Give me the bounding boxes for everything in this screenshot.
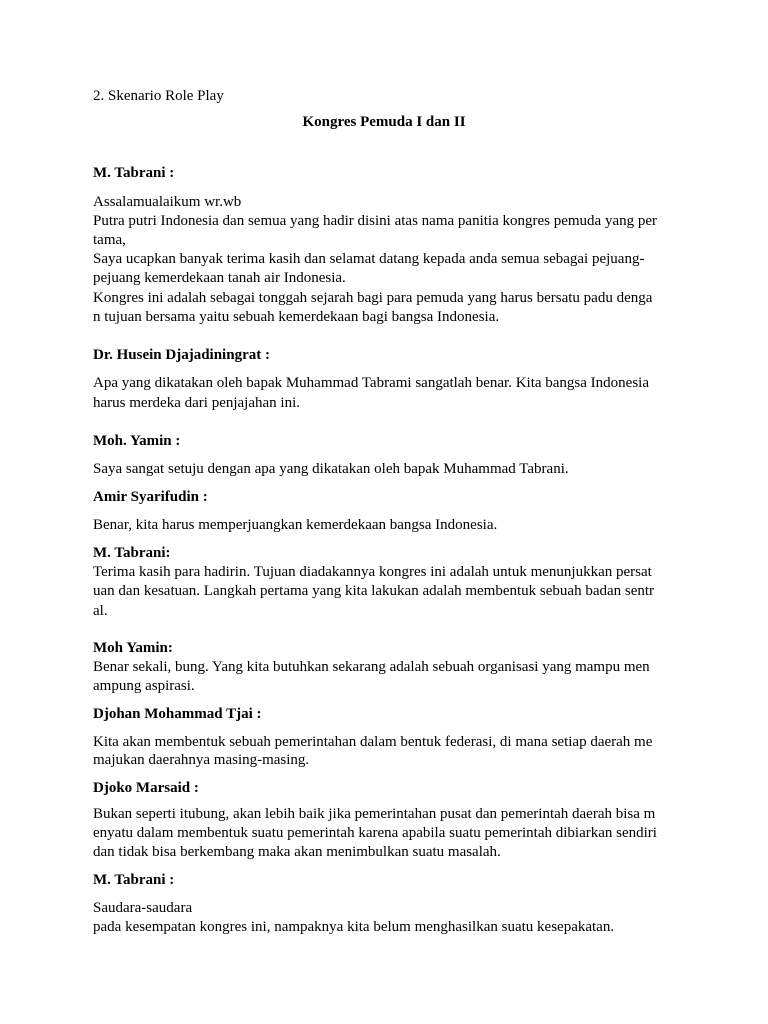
dialogue-line: al. <box>93 603 108 619</box>
dialogue-line: Kita akan membentuk sebuah pemerintahan dalam bentuk federasi, di mana setiap daerah me <box>93 734 653 750</box>
dialogue-line: Saya sangat setuju dengan apa yang dikatakan oleh bapak Muhammad Tabrani. <box>93 461 569 477</box>
speaker-name: M. Tabrani : <box>93 872 175 888</box>
speaker-name: Dr. Husein Djajadiningrat : <box>93 347 270 363</box>
dialogue-line: tama, <box>93 232 126 248</box>
speaker-name: Moh. Yamin : <box>93 433 181 449</box>
dialogue-line: n tujuan bersama yaitu sebuah kemerdekaan bagi bangsa Indonesia. <box>93 309 500 325</box>
dialogue-line: Saudara-saudara <box>93 900 193 916</box>
dialogue-line: Apa yang dikatakan oleh bapak Muhammad Tabrami sangatlah benar. Kita bangsa Indonesia <box>93 375 649 391</box>
speaker-name: M. Tabrani : <box>93 165 175 181</box>
dialogue-line: dan tidak bisa berkembang maka akan menimbulkan suatu masalah. <box>93 844 501 860</box>
dialogue-line: Terima kasih para hadirin. Tujuan diadakannya kongres ini adalah untuk menunjukkan persat <box>93 564 652 580</box>
dialogue-line: pejuang kemerdekaan tanah air Indonesia. <box>93 270 346 286</box>
speaker-name: M. Tabrani: <box>93 545 171 561</box>
dialogue-line: Saya ucapkan banyak terima kasih dan selamat datang kepada anda semua sebagai pejuang- <box>93 251 645 267</box>
dialogue-line: Putra putri Indonesia dan semua yang hadir disini atas nama panitia kongres pemuda yang per <box>93 213 658 229</box>
speaker-name: Djoko Marsaid : <box>93 780 199 796</box>
dialogue-line: harus merdeka dari penjajahan ini. <box>93 395 300 411</box>
dialogue-line: Bukan seperti itubung, akan lebih baik jika pemerintahan pusat dan pemerintah daerah bisa m <box>93 806 656 822</box>
dialogue-line: Assalamualaikum wr.wb <box>93 194 242 210</box>
dialogue-line: pada kesempatan kongres ini, nampaknya kita belum menghasilkan suatu kesepakatan. <box>93 919 615 935</box>
dialogue-line: uan dan kesatuan. Langkah pertama yang kita lakukan adalah membentuk sebuah badan sentr <box>93 583 655 599</box>
dialogue-line: Kongres ini adalah sebagai tonggah sejarah bagi para pemuda yang harus bersatu padu denga <box>93 290 653 306</box>
speaker-name: Amir Syarifudin : <box>93 489 208 505</box>
speaker-name: Moh Yamin: <box>93 640 173 656</box>
section-heading: 2. Skenario Role Play <box>93 88 224 104</box>
document-title: Kongres Pemuda I dan II <box>302 114 466 130</box>
speaker-name: Djohan Mohammad Tjai : <box>93 706 262 722</box>
dialogue-line: Benar, kita harus memperjuangkan kemerdekaan bangsa Indonesia. <box>93 517 498 533</box>
dialogue-line: enyatu dalam membentuk suatu pemerintah karena apabila suatu pemerintah dibiarkan sendiri <box>93 825 657 841</box>
dialogue-line: ampung aspirasi. <box>93 678 195 694</box>
dialogue-line: Benar sekali, bung. Yang kita butuhkan sekarang adalah sebuah organisasi yang mampu men <box>93 659 650 675</box>
dialogue-line: majukan daerahnya masing-masing. <box>93 752 310 768</box>
